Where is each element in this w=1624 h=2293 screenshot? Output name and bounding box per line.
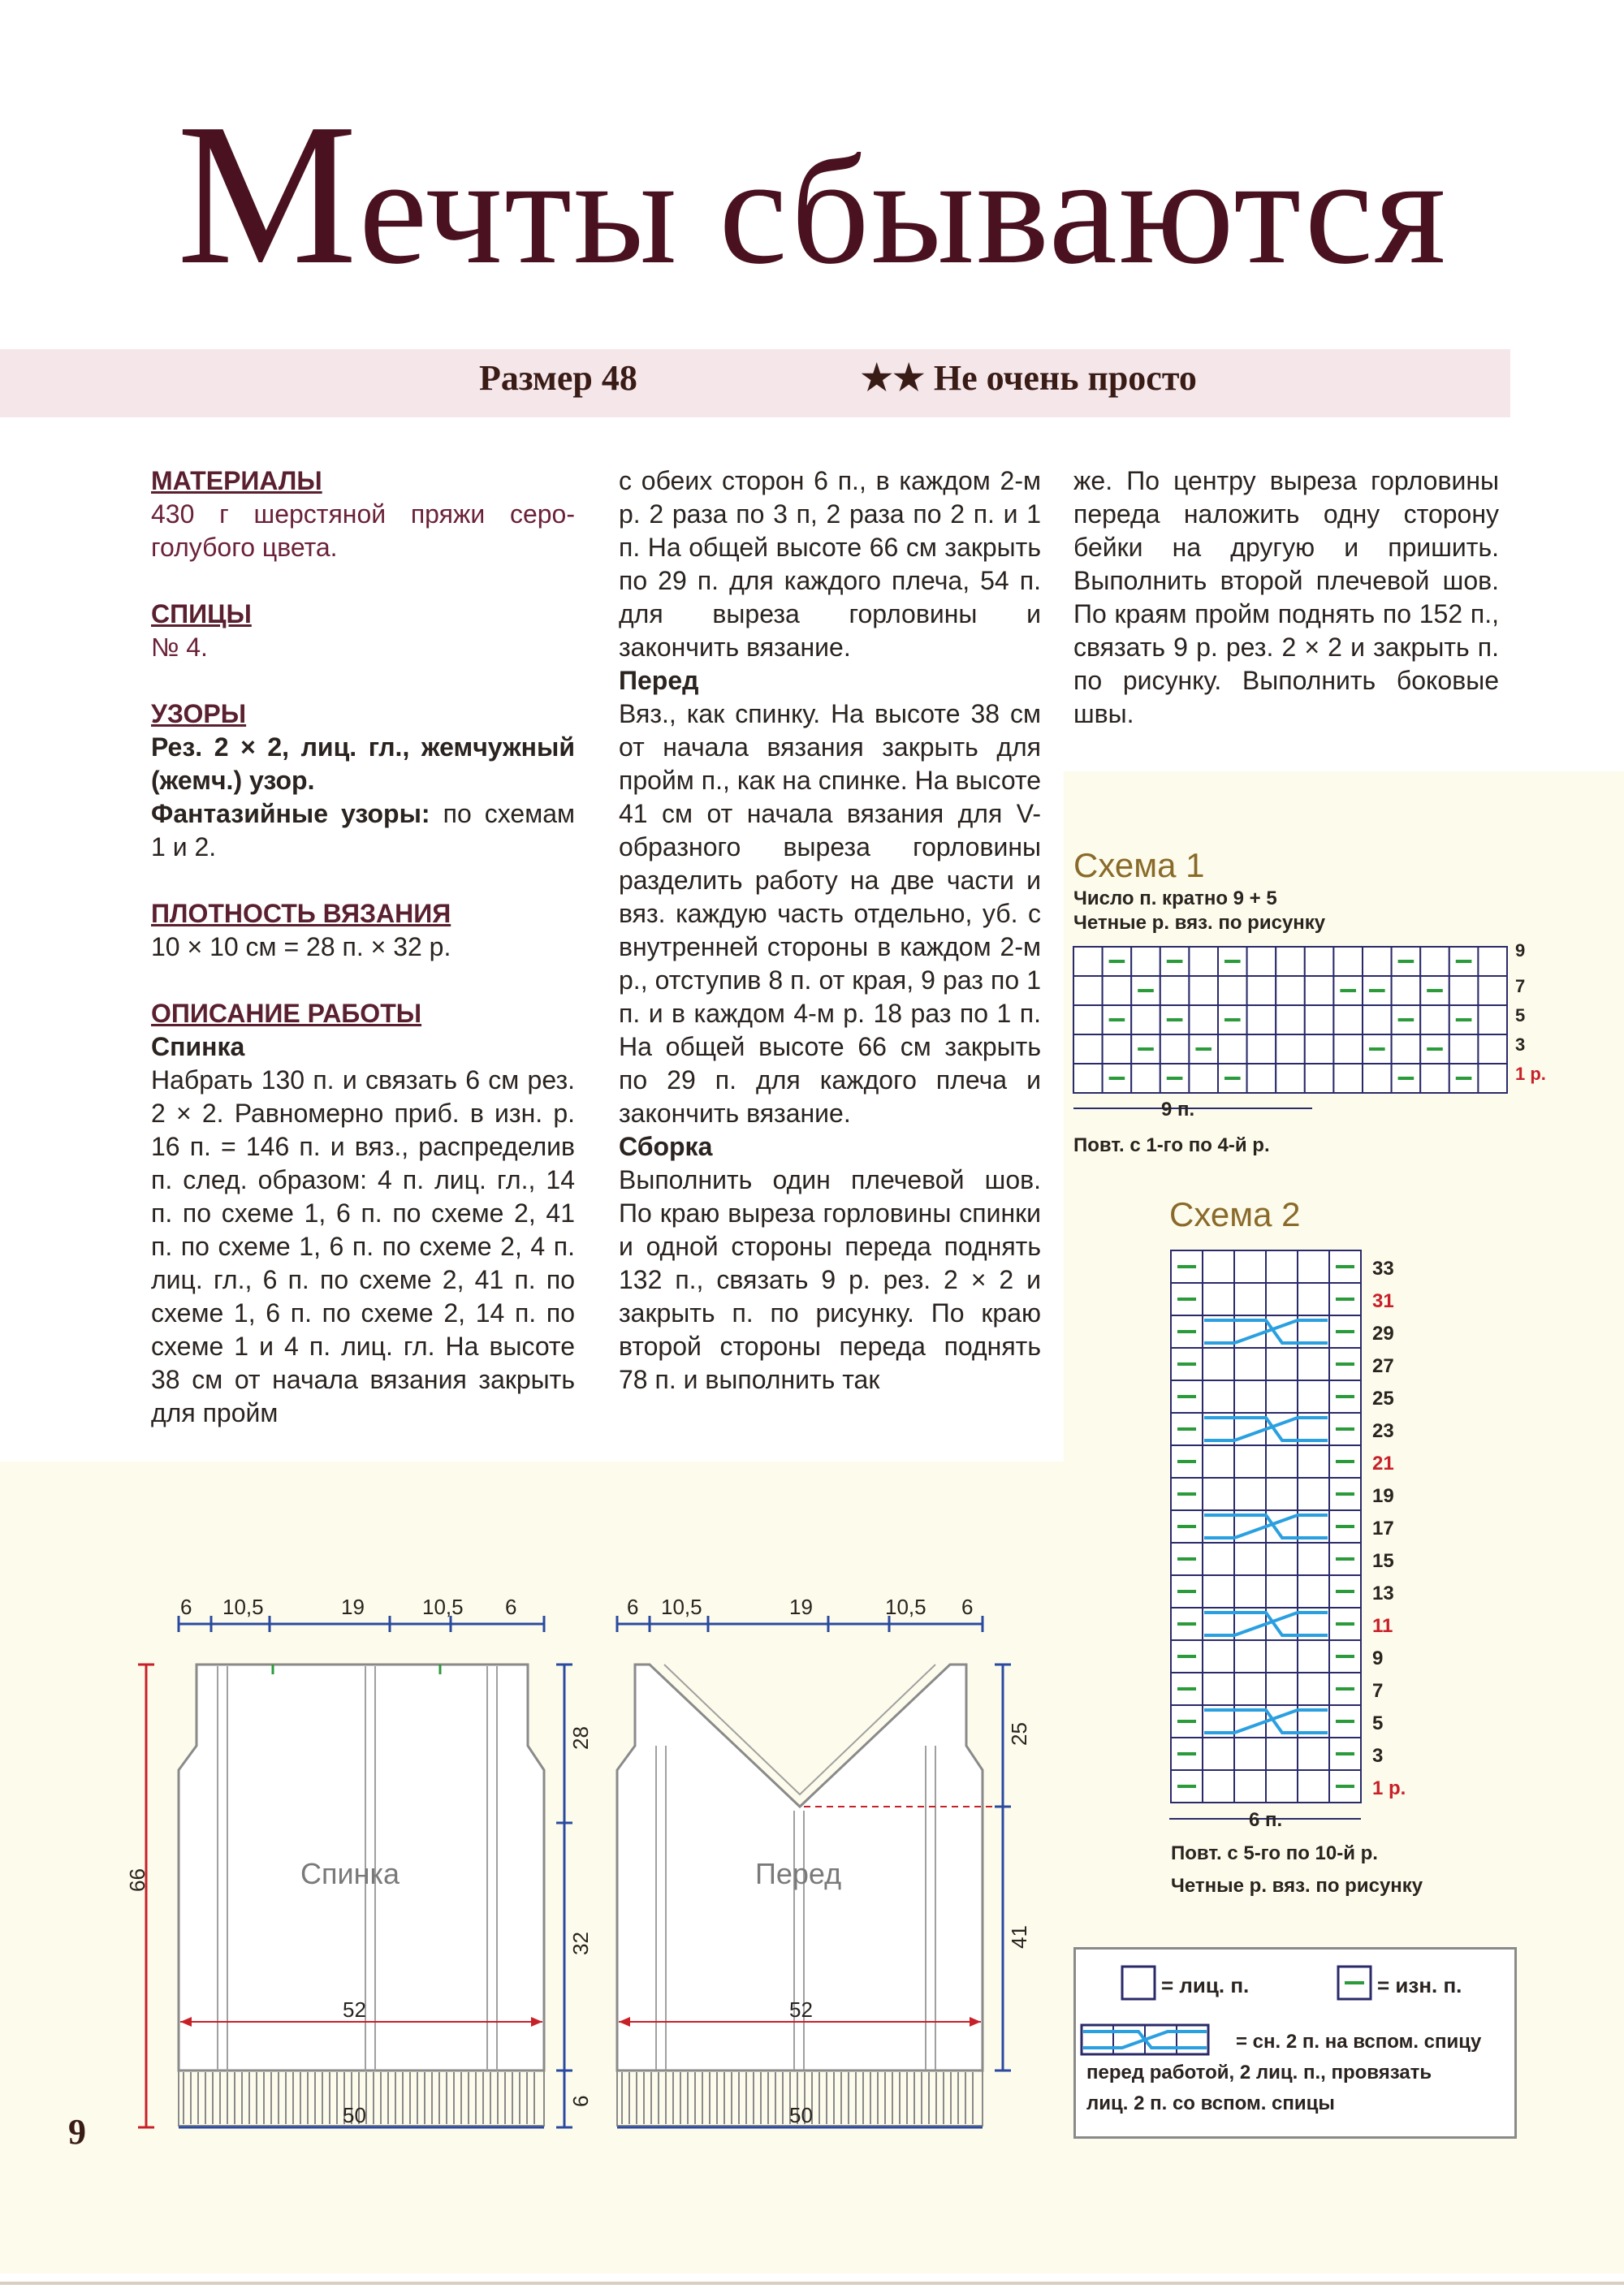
left-column	[151, 464, 575, 1430]
svg-text:52: 52	[789, 1997, 813, 2022]
svg-text:6: 6	[180, 1595, 192, 1619]
scheme-2-row-5: 23	[1372, 1420, 1394, 1442]
cable-symbol	[1082, 2025, 1208, 2054]
svg-text:66: 66	[125, 1868, 149, 1892]
middle-column	[619, 464, 1041, 1397]
svg-text:25: 25	[1007, 1722, 1031, 1746]
svg-text:19: 19	[341, 1595, 365, 1619]
footer-line	[0, 2282, 1624, 2285]
scheme-2-row-15: 3	[1372, 1745, 1384, 1767]
svg-text:50: 50	[789, 2103, 813, 2127]
legend	[1073, 1947, 1517, 2139]
patterns-heading: УЗОРЫ	[151, 699, 247, 728]
svg-text:6: 6	[568, 2095, 593, 2107]
assembly-text: Выполнить один плечевой шов. По краю выреза горловины спинки и одной стороны переда поднять 132 п., связать 9 р. рез. 2 × 2 и закрыть п. по рисунку. По краю второй стороны переда поднять 78 п. и выполнить так	[619, 1165, 1041, 1394]
scheme-2-row-4: 25	[1372, 1388, 1394, 1410]
scheme-2-row-numbers	[1372, 1258, 1406, 1799]
back-heading: Спинка	[151, 1032, 245, 1061]
svg-text:10,5: 10,5	[422, 1595, 464, 1619]
front-diagram	[560, 1583, 1031, 2152]
needles-text: № 4.	[151, 633, 208, 662]
scheme-2-row-6: 21	[1372, 1453, 1394, 1475]
svg-text:50: 50	[343, 2103, 366, 2127]
scheme-1-row-numbers	[1515, 940, 1546, 1084]
scheme-1-row-4: 1 р.	[1515, 1064, 1546, 1084]
page-title: Мечты сбываются	[176, 82, 1448, 307]
svg-text:6: 6	[505, 1595, 517, 1619]
scheme-2-row-9: 15	[1372, 1550, 1394, 1572]
legend-cable-1: = сн. 2 п. на вспом. спицу	[1236, 2031, 1482, 2053]
back-text-continued: с обеих сторон 6 п., в каждом 2-м р. 2 раза по 3 п, 2 раза по 2 п. и 1 п. На общей высоте 66 см закрыть по 29 п. для каждого плеча, 54 п. для выреза горловины и закончить вязание.	[619, 466, 1041, 662]
scheme-1-row-3: 3	[1515, 1034, 1526, 1055]
back-label: Спинка	[300, 1857, 400, 1890]
scheme-2-row-2: 29	[1372, 1323, 1394, 1345]
svg-text:6: 6	[961, 1595, 974, 1619]
scheme-2-even-rows: Четные р. вяз. по рисунку	[1171, 1875, 1423, 1897]
scheme-2-title: Схема 2	[1169, 1195, 1301, 1233]
scheme-2-repeat: Повт. с 5-го по 10-й р.	[1171, 1842, 1378, 1864]
front-heading: Перед	[619, 666, 699, 695]
scheme-1-title: Схема 1	[1073, 846, 1205, 884]
size-label: Размер 48	[479, 358, 637, 398]
scheme-1-diagram	[1064, 836, 1567, 1161]
materials-text: 430 г шерстяной пряжи серо-голубого цвета.	[151, 499, 575, 562]
scheme-2-width: 6 п.	[1249, 1809, 1283, 1831]
page-number: 9	[68, 2112, 86, 2152]
scheme-1-row-2: 5	[1515, 1005, 1526, 1026]
back-diagram	[122, 1583, 593, 2152]
scheme-2-row-7: 19	[1372, 1485, 1394, 1507]
svg-text:10,5: 10,5	[222, 1595, 264, 1619]
density-text: 10 × 10 см = 28 п. × 32 р.	[151, 932, 451, 961]
legend-knit: = лиц. п.	[1161, 1973, 1250, 1997]
scheme-2-row-13: 7	[1372, 1680, 1384, 1702]
patterns-text-2: Фантазийные узоры: по схемам 1 и 2.	[151, 799, 576, 861]
svg-text:32: 32	[568, 1932, 593, 1955]
needles-heading: СПИЦЫ	[151, 599, 252, 628]
info-band	[0, 349, 1510, 417]
assembly-heading: Сборка	[619, 1132, 713, 1161]
svg-text:19: 19	[789, 1595, 813, 1619]
right-column	[1073, 464, 1499, 731]
scheme-1-row-0: 9	[1515, 940, 1526, 961]
scheme-2-row-16: 1 р.	[1372, 1777, 1406, 1799]
density-heading: ПЛОТНОСТЬ ВЯЗАНИЯ	[151, 899, 451, 928]
scheme-1-row-1: 7	[1515, 976, 1526, 996]
svg-text:28: 28	[568, 1726, 593, 1750]
scheme-2-grid	[1171, 1250, 1361, 1803]
scheme-2-row-10: 13	[1372, 1583, 1394, 1604]
scheme-1-repeat: Повт. с 1-го по 4-й р.	[1073, 1134, 1270, 1156]
legend-cable-2: перед работой, 2 лиц. п., провязать	[1086, 2062, 1432, 2084]
scheme-2-row-12: 9	[1372, 1647, 1384, 1669]
scheme-1-width: 9 п.	[1161, 1099, 1195, 1121]
back-text: Набрать 130 п. и связать 6 см рез. 2 × 2. Равномерно приб. в изн. р. 16 п. = 146 п. и вяз., распределив п. след. образом: 4 п. лиц. гл., 14 п. по схеме 1, 6 п. по схеме 2, 41 п. по схеме 1, 6 п. по схеме 2, 4 п. лиц. гл., 6 п. по схеме 2, 41 п. по схеме 1, 6 п. по схеме 2, 14 п. по схеме 1 и 4 п. лиц. гл. На высоте 38 см от начала вязания закрыть для пройм	[151, 1065, 575, 1427]
legend-purl: = изн. п.	[1377, 1973, 1462, 1997]
work-heading: ОПИСАНИЕ РАБОТЫ	[151, 999, 422, 1028]
scheme-1-note-2: Четные р. вяз. по рисунку	[1073, 912, 1326, 934]
svg-text:10,5: 10,5	[885, 1595, 926, 1619]
svg-text:6: 6	[627, 1595, 639, 1619]
materials-heading: МАТЕРИАЛЫ	[151, 466, 322, 495]
scheme-2-row-0: 33	[1372, 1258, 1394, 1280]
difficulty-label: ★★ Не очень просто	[861, 358, 1197, 398]
scheme-2-row-3: 27	[1372, 1355, 1394, 1377]
front-text: Вяз., как спинку. На высоте 38 см от начала вязания закрыть для пройм п., как на спинке. На высоте 41 см от начала вязания для V-образного выреза горловины разделить работу на две части и вяз. каждую часть отдельно, уб. с внутренней стороны в каждом 2-м р., отступив 8 п. от края, 9 раз по 1 п. и в каждом 4-м р. 18 раз по 1 п. На общей высоте 66 см закрыть по 29 п. для каждого плеча и закончить вязание.	[619, 699, 1041, 1128]
scheme-2-row-14: 5	[1372, 1712, 1384, 1734]
legend-cable-3: лиц. 2 п. со вспом. спицы	[1086, 2092, 1335, 2114]
svg-text:52: 52	[343, 1997, 366, 2022]
scheme-1-note-1: Число п. кратно 9 + 5	[1073, 887, 1277, 909]
svg-text:41: 41	[1007, 1925, 1031, 1949]
assembly-text-continued: же. По центру выреза горловины переда наложить одну сторону бейки на другую и пришить. Выполнить второй плечевой шов. По краям пройм поднять по 152 п., связать 9 р. рез. 2 × 2 и закрыть п. по рисунку. Выполнить боковые швы.	[1073, 466, 1499, 728]
front-label: Перед	[755, 1857, 842, 1890]
scheme-2-row-8: 17	[1372, 1518, 1394, 1539]
knit-symbol	[1122, 1967, 1155, 1999]
scheme-2-diagram	[1153, 1194, 1559, 1924]
patterns-text-1: Рез. 2 × 2, лиц. гл., жемчужный (жемч.) узор.	[151, 732, 575, 795]
svg-text:10,5: 10,5	[661, 1595, 702, 1619]
scheme-2-row-11: 11	[1372, 1615, 1393, 1637]
scheme-2-row-1: 31	[1372, 1290, 1394, 1312]
scheme-1-grid	[1073, 947, 1507, 1093]
